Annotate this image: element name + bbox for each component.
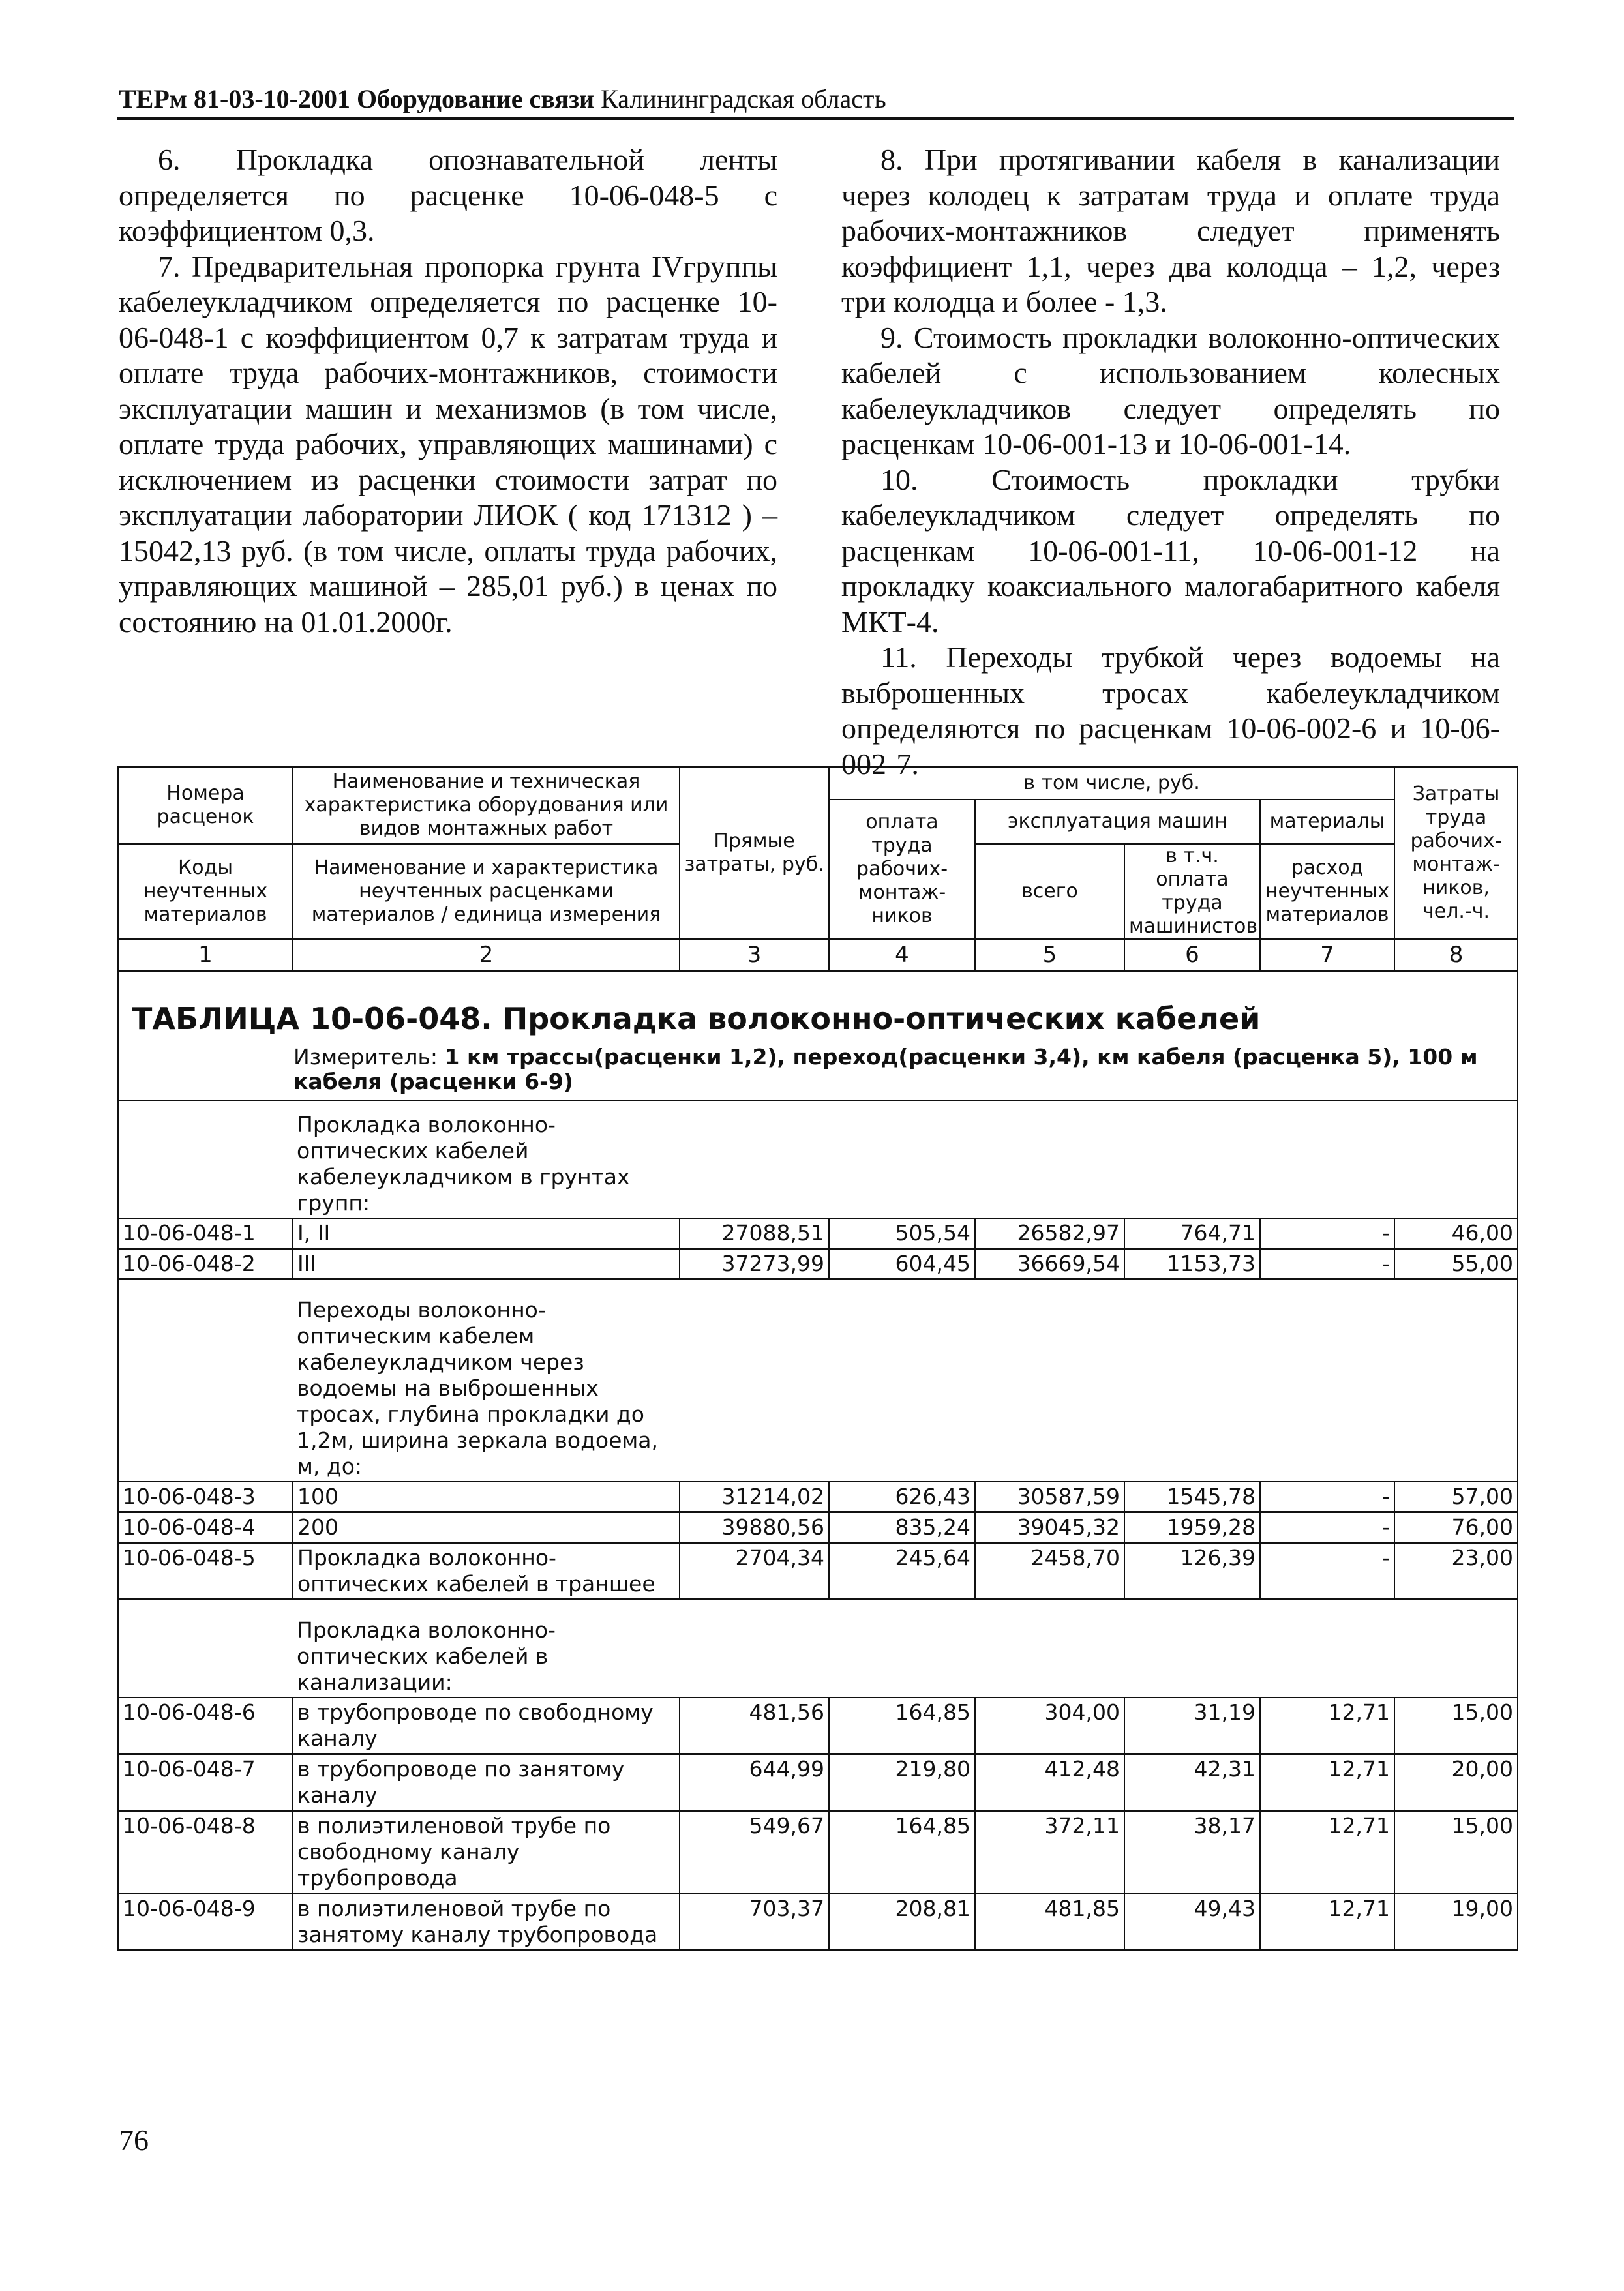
rate-name: в трубопроводе по занятому каналу [293, 1754, 680, 1811]
machine-total: 36669,54 [975, 1249, 1124, 1280]
direct-costs: 481,56 [680, 1698, 829, 1754]
table-title: ТАБЛИЦА 10-06-048. Прокладка волоконно-оптических кабелей [132, 1001, 1261, 1036]
rate-name: I, II [293, 1218, 680, 1249]
table-row [118, 1218, 1518, 1249]
note-11: 11. Переходы трубкой через водоемы на выброшенных тросах кабелеукладчиком определяются по расценкам 10-06-002-6 и 10-06-002-7. [841, 640, 1500, 781]
labor-hours: 76,00 [1394, 1512, 1518, 1543]
header-direct-costs: Прямые затраты, руб. [680, 767, 829, 939]
machine-operators-pay: 31,19 [1124, 1698, 1260, 1754]
labor-pay: 604,45 [829, 1249, 975, 1280]
labor-pay: 626,43 [829, 1482, 975, 1512]
document-region: Калининградская область [601, 84, 886, 113]
rate-name: III [293, 1249, 680, 1280]
rate-name: 100 [293, 1482, 680, 1512]
table-row [118, 1698, 1518, 1754]
machine-operators-pay: 764,71 [1124, 1218, 1260, 1249]
meter-value: 1 км трассы(расценки 1,2), переход(расценки 3,4), км кабеля (расценка 5), 100 м кабеля (расценки 6-9) [293, 1044, 1478, 1094]
rate-code: 10-06-048-9 [118, 1894, 293, 1951]
machine-operators-pay: 49,43 [1124, 1894, 1260, 1951]
rate-name: Прокладка волоконно-оптических кабелей в траншее [293, 1543, 680, 1600]
header-rule [117, 117, 1514, 120]
machine-total: 26582,97 [975, 1218, 1124, 1249]
header-name-top: Наименование и техническая характеристика оборудования или видов монтажных работ [293, 767, 680, 844]
header-rate-numbers: Номера расценок [118, 767, 293, 844]
rate-code: 10-06-048-3 [118, 1482, 293, 1512]
table-meter [293, 1045, 1513, 1100]
rate-name: в полиэтиленовой трубе по свободному каналу трубопровода [293, 1811, 680, 1894]
labor-hours: 23,00 [1394, 1543, 1518, 1600]
machine-operators-pay: 1545,78 [1124, 1482, 1260, 1512]
note-7: 7. Предварительная пропорка грунта IVгруппы кабелеукладчиком определяется по расценке 10-06-048-1 с коэффициентом 0,7 к затратам труда и оплате труда рабочих-монтажников, стоимости эксплуатации машин и механизмов (в том числе, оплате труда рабочих, управляющих машинами) с исключением из расценки стоимости затрат по эксплуатации лаборатории ЛИОК ( код 171312 ) – 15042,13 руб. (в том числе, оплаты труда рабочих, управляющих машиной – 285,01 руб.) в ценах по состоянию на 01.01.2000г. [119, 249, 777, 638]
labor-hours: 57,00 [1394, 1482, 1518, 1512]
direct-costs: 31214,02 [680, 1482, 829, 1512]
direct-costs: 39880,56 [680, 1512, 829, 1543]
note-6: 6. Прокладка опознавательной ленты определяется по расценке 10-06-048-5 с коэффициентом 0,3. [119, 143, 777, 247]
machine-operators-pay: 38,17 [1124, 1811, 1260, 1894]
labor-pay: 835,24 [829, 1512, 975, 1543]
materials-usage: - [1260, 1482, 1394, 1512]
labor-hours: 15,00 [1394, 1698, 1518, 1754]
rate-name: 200 [293, 1512, 680, 1543]
running-header [119, 83, 1514, 115]
section-heading-row [118, 1101, 1518, 1219]
rate-code: 10-06-048-1 [118, 1218, 293, 1249]
machine-total: 30587,59 [975, 1482, 1124, 1512]
labor-hours: 15,00 [1394, 1811, 1518, 1894]
section-heading-row [118, 1600, 1518, 1698]
notes-left-column [119, 142, 777, 640]
header-machine-operation: эксплуатация машин [975, 800, 1260, 844]
materials-usage: - [1260, 1512, 1394, 1543]
note-9: 9. Стоимость прокладки волоконно-оптических кабелей с использованием колесных кабелеукладчиков следует определять по расценкам 10-06-001-13 и 10-06-001-14. [841, 320, 1500, 460]
note-10: 10. Стоимость прокладки трубки кабелеукладчиком следует определять по расценкам 10-06-001-11, 10-06-001-12 на прокладку коаксиального малогабаритного кабеля МКТ-4. [841, 462, 1500, 638]
materials-usage: 12,71 [1260, 1894, 1394, 1951]
table-title-block [118, 971, 1518, 1101]
section-heading: Прокладка волоконно-оптических кабелей в канализации: [293, 1600, 680, 1698]
labor-hours: 19,00 [1394, 1894, 1518, 1951]
section-heading: Прокладка волоконно-оптических кабелей кабелеукладчиком в грунтах групп: [293, 1101, 680, 1219]
machine-total: 304,00 [975, 1698, 1124, 1754]
header-including: в том числе, руб. [829, 767, 1394, 800]
header-machine-total: всего [975, 844, 1124, 939]
column-number: 4 [829, 939, 975, 971]
column-number: 6 [1124, 939, 1260, 971]
table-row [118, 1894, 1518, 1951]
machine-total: 2458,70 [975, 1543, 1124, 1600]
header-materials: материалы [1260, 800, 1394, 844]
header-labor-pay: оплата труда рабочих-монтаж-ников [829, 800, 975, 939]
header-material-codes: Коды неучтенных материалов [118, 844, 293, 939]
labor-pay: 505,54 [829, 1218, 975, 1249]
note-8: 8. При протягивании кабеля в канализации через колодец к затратам труда и оплате труда рабочих-монтажников следует применять коэффициент 1,1, через два колодца – 1,2, через три колодца и более - 1,3. [841, 143, 1500, 318]
rate-table [117, 766, 1518, 1951]
column-number: 3 [680, 939, 829, 971]
machine-total: 372,11 [975, 1811, 1124, 1894]
labor-pay: 164,85 [829, 1811, 975, 1894]
table-row [118, 1512, 1518, 1543]
rate-code: 10-06-048-4 [118, 1512, 293, 1543]
machine-operators-pay: 126,39 [1124, 1543, 1260, 1600]
table-row [118, 1811, 1518, 1894]
machine-operators-pay: 42,31 [1124, 1754, 1260, 1811]
machine-total: 412,48 [975, 1754, 1124, 1811]
section-heading-row [118, 1280, 1518, 1482]
column-numbers-row [118, 939, 1518, 971]
machine-operators-pay: 1959,28 [1124, 1512, 1260, 1543]
document-section: Оборудование связи [357, 84, 595, 113]
document-code: ТЕРм 81-03-10-2001 [119, 84, 350, 113]
rate-name: в трубопроводе по свободному каналу [293, 1698, 680, 1754]
header-machine-operators-pay: в т.ч. оплата труда машинистов [1124, 844, 1260, 939]
machine-total: 481,85 [975, 1894, 1124, 1951]
table-row [118, 1543, 1518, 1600]
machine-total: 39045,32 [975, 1512, 1124, 1543]
table-row [118, 1482, 1518, 1512]
materials-usage: 12,71 [1260, 1754, 1394, 1811]
table-row [118, 1754, 1518, 1811]
rate-code: 10-06-048-2 [118, 1249, 293, 1280]
column-number: 1 [118, 939, 293, 971]
direct-costs: 703,37 [680, 1894, 829, 1951]
materials-usage: - [1260, 1218, 1394, 1249]
labor-hours: 55,00 [1394, 1249, 1518, 1280]
direct-costs: 549,67 [680, 1811, 829, 1894]
header-labor-costs: Затраты труда рабочих-монтаж-ников, чел.-ч. [1394, 767, 1518, 939]
column-number: 8 [1394, 939, 1518, 971]
direct-costs: 27088,51 [680, 1218, 829, 1249]
rate-code: 10-06-048-6 [118, 1698, 293, 1754]
materials-usage: - [1260, 1543, 1394, 1600]
direct-costs: 37273,99 [680, 1249, 829, 1280]
notes-right-column [841, 142, 1500, 782]
labor-pay: 245,64 [829, 1543, 975, 1600]
materials-usage: - [1260, 1249, 1394, 1280]
meter-label: Измеритель: [293, 1044, 438, 1070]
table-row [118, 1249, 1518, 1280]
direct-costs: 2704,34 [680, 1543, 829, 1600]
machine-operators-pay: 1153,73 [1124, 1249, 1260, 1280]
rate-code: 10-06-048-7 [118, 1754, 293, 1811]
column-number: 2 [293, 939, 680, 971]
column-number: 7 [1260, 939, 1394, 971]
labor-hours: 46,00 [1394, 1218, 1518, 1249]
labor-pay: 164,85 [829, 1698, 975, 1754]
materials-usage: 12,71 [1260, 1698, 1394, 1754]
direct-costs: 644,99 [680, 1754, 829, 1811]
labor-pay: 208,81 [829, 1894, 975, 1951]
labor-hours: 20,00 [1394, 1754, 1518, 1811]
section-heading: Переходы волоконно-оптическим кабелем кабелеукладчиком через водоемы на выброшенных тросах, глубина прокладки до 1,2м, ширина зеркала водоема, м, до: [293, 1280, 680, 1482]
rate-name: в полиэтиленовой трубе по занятому каналу трубопровода [293, 1894, 680, 1951]
column-number: 5 [975, 939, 1124, 971]
header-materials-usage: расход неучтенных материалов [1260, 844, 1394, 939]
rate-code: 10-06-048-5 [118, 1543, 293, 1600]
labor-pay: 219,80 [829, 1754, 975, 1811]
rate-code: 10-06-048-8 [118, 1811, 293, 1894]
page-number: 76 [119, 2123, 149, 2157]
header-name-bottom: Наименование и характеристика неучтенных расценками материалов / единица измерения [293, 844, 680, 939]
materials-usage: 12,71 [1260, 1811, 1394, 1894]
